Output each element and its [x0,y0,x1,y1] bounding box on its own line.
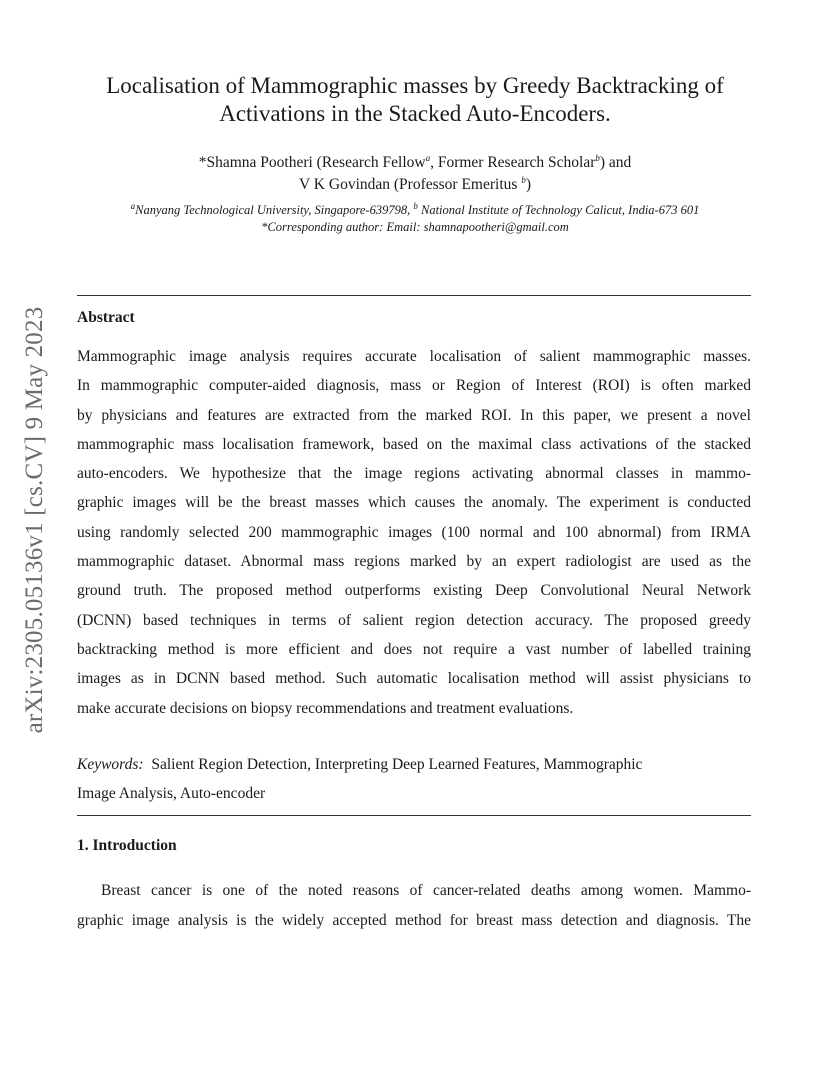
affil-marker: b [413,200,418,211]
authors-line-1 [60,152,770,174]
abstract-line: In mammographic computer-aided diagnosis, mass or Region of Interest (ROI) is often marked [77,377,751,395]
title-line-1: Localisation of Mammographic masses by Greedy Backtracking of [106,73,724,98]
abstract-line: Mammographic image analysis requires accurate localisation of salient mammographic masses. [77,348,751,365]
affil-marker: a [425,152,431,163]
abstract-line: mammographic mass localisation framework, based on the maximal class activations of the stacked [77,435,751,453]
intro-line: graphic image analysis is the widely accepted method for breast mass detection and diagnosis. The [77,912,751,929]
intro-line: Breast cancer is one of the noted reasons of cancer-related deaths among women. Mammo- [101,882,751,899]
abstract-line: ground truth. The proposed method outperforms existing Deep Convolutional Neural Network [77,582,751,600]
abstract-line: images as in DCNN based method. Such automatic localisation method will assist physicians to [77,670,751,688]
authors-line-2 [60,174,770,196]
author-2-text: V K Govindan (Professor Emeritus [299,176,522,193]
section-heading-introduction: 1. Introduction [77,837,177,854]
abstract-line: graphic images will be the breast masses which causes the anomaly. The experiment is conducted [77,494,751,512]
affil-marker: a [130,200,136,211]
keywords-block [77,750,751,808]
arxiv-identifier: arXiv:2305.05136v1 [cs.CV] 9 May 2023 [21,306,48,734]
keywords-bottom-rule [77,815,751,816]
abstract-line: using randomly selected 200 mammographic images (100 normal and 100 abnormal) from IRMA [77,523,751,541]
abstract-line: by physicians and features are extracted from the marked ROI. In this paper, we present a novel [77,406,751,424]
author-1-text-cont: , Former Research Scholar [430,154,596,171]
title-line-2: Activations in the Stacked Auto-Encoders. [219,101,611,126]
affiliation-b: National Institute of Technology Calicut, India-673 601 [417,203,700,217]
abstract-top-rule [77,295,751,296]
affil-marker: b [521,174,526,185]
introduction-body [77,876,751,936]
abstract-line: make accurate decisions on biopsy recommendations and treatment evaluations. [77,699,574,717]
author-block [60,152,770,196]
abstract-line: auto-encoders. We hypothesize that the image regions activating abnormal classes in mammo- [77,465,751,483]
affiliations [40,202,790,236]
author-2-text-end: ) [525,176,531,193]
paper-title [60,72,770,128]
corresponding-author: *Corresponding author: Email: shamnapootheri@gmail.com [261,220,569,234]
affiliation-line [40,202,790,219]
keywords-line-2: Image Analysis, Auto-encoder [77,785,266,802]
affiliation-a: Nanyang Technological University, Singapore-639798, [135,203,414,217]
affil-marker: b [595,152,600,163]
abstract-line: mammographic dataset. Abnormal mass regions marked by an expert radiologist are used as the [77,553,751,571]
keywords-label: Keywords: [77,756,144,773]
abstract-body [77,342,751,723]
abstract-line: backtracking method is more efficient and does not require a vast number of labelled training [77,640,751,658]
keywords-line-1 [77,750,751,779]
keywords-text: Salient Region Detection, Interpreting Deep Learned Features, Mammographic [151,756,643,773]
abstract-heading: Abstract [77,309,135,326]
author-1-text-end: ) and [599,154,632,171]
author-1-text: *Shamna Pootheri (Research Fellow [198,154,426,171]
abstract-line: (DCNN) based techniques in terms of salient region detection accuracy. The proposed greedy [77,611,751,629]
